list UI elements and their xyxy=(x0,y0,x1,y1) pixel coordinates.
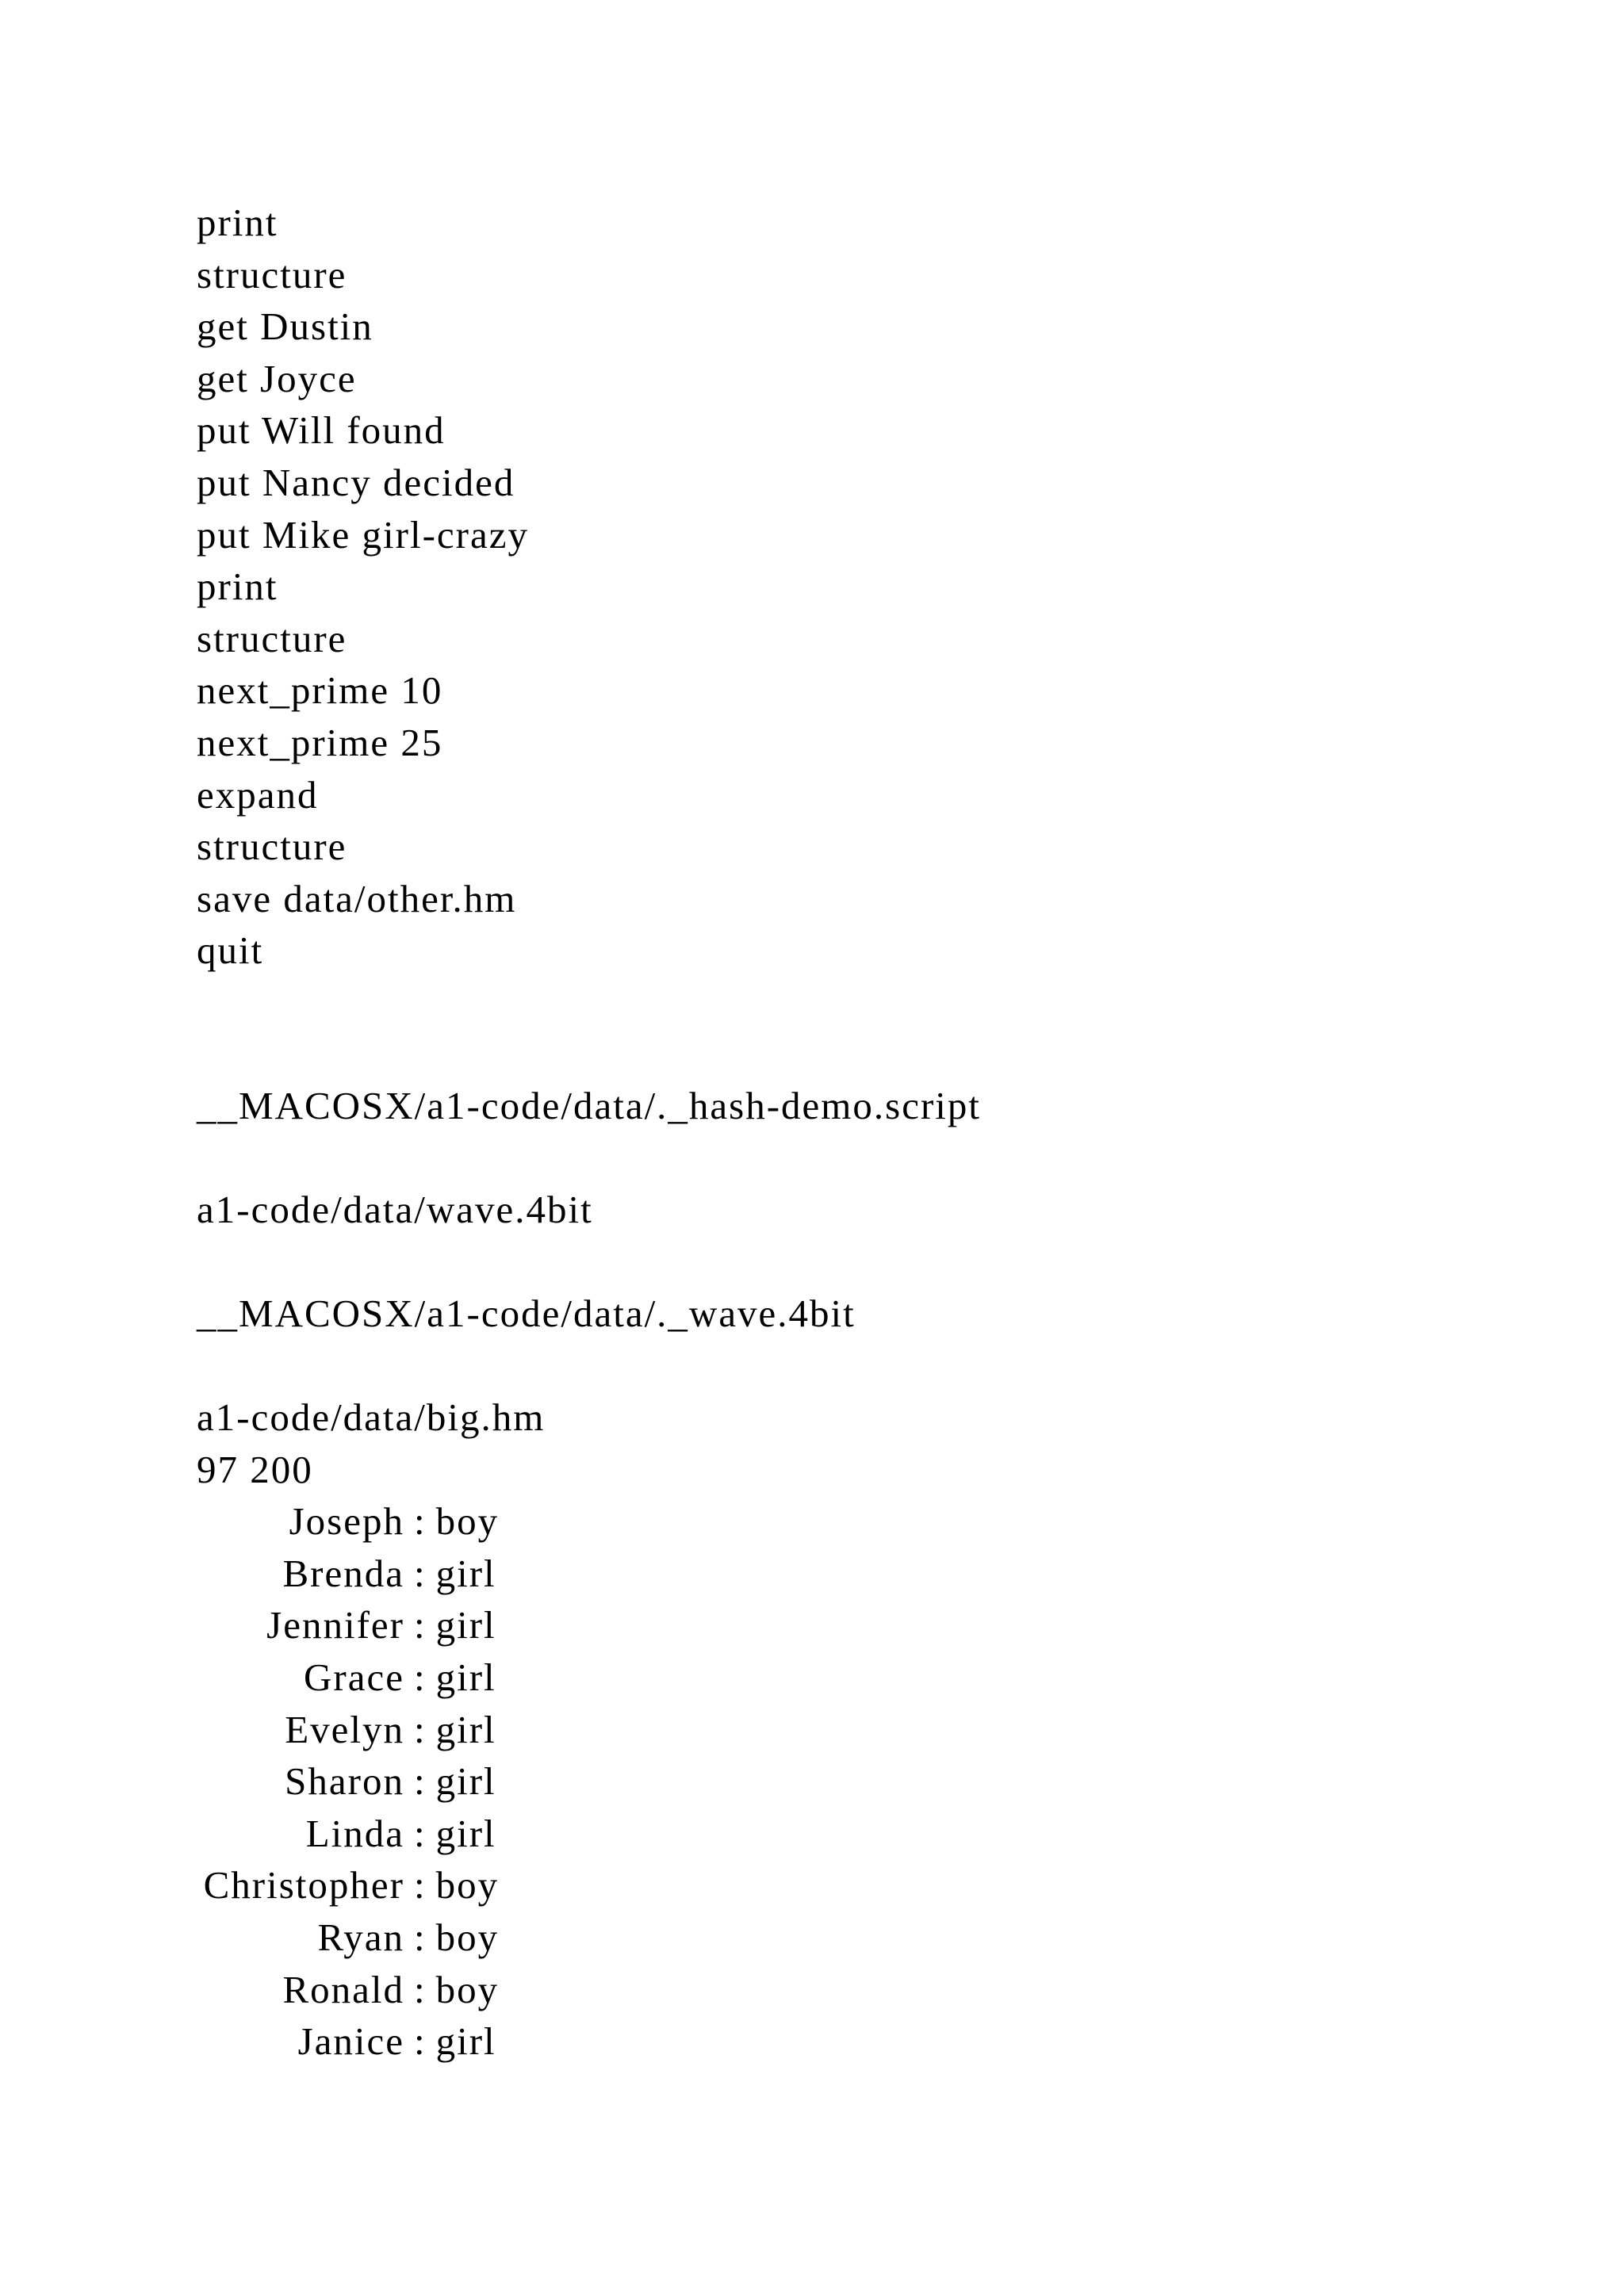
hash-demo-script-lines xyxy=(197,197,529,977)
file-path-hash-demo-macosx xyxy=(197,1080,981,1132)
hash-entry xyxy=(197,1548,545,1600)
entry-value: girl xyxy=(435,1759,496,1804)
file-path-label: __MACOSX/a1-code/data/._hash-demo.script xyxy=(197,1084,982,1127)
entry-name: Evelyn xyxy=(285,1707,404,1751)
entry-name: Ronald xyxy=(282,1967,404,2011)
file-path-wave-4bit xyxy=(197,1184,593,1236)
entry-value: boy xyxy=(435,1967,500,2011)
script-line: get Dustin xyxy=(197,304,373,349)
entry-separator: : xyxy=(414,1603,427,1647)
script-line: print xyxy=(197,201,278,244)
hash-entry xyxy=(197,1599,545,1651)
entry-name: Linda xyxy=(305,1811,404,1855)
entry-separator: : xyxy=(414,1967,427,2011)
script-line: next_prime 10 xyxy=(197,668,443,713)
entry-value: boy xyxy=(435,1499,500,1544)
hash-entry xyxy=(197,1495,545,1548)
entry-separator: : xyxy=(414,1863,427,1908)
script-line: quit xyxy=(197,928,264,973)
entry-name: Ryan xyxy=(317,1915,404,1959)
entry-value: girl xyxy=(435,1655,496,1699)
entry-name: Sharon xyxy=(285,1759,404,1804)
script-line: expand xyxy=(197,772,319,817)
hash-entry xyxy=(197,1859,545,1911)
entry-value: boy xyxy=(435,1915,500,1959)
entry-value: girl xyxy=(435,1811,496,1855)
script-line: print xyxy=(197,564,278,609)
file-path-wave-4bit-macosx xyxy=(197,1288,856,1340)
hash-entry xyxy=(197,1704,545,1756)
entry-separator: : xyxy=(414,1915,427,1959)
hash-entry xyxy=(197,1755,545,1808)
entry-separator: : xyxy=(414,1499,427,1544)
big-hm-file xyxy=(197,1391,545,2068)
script-line: structure xyxy=(197,825,347,869)
entry-separator: : xyxy=(414,1707,427,1751)
entry-name: Grace xyxy=(304,1655,404,1699)
entry-separator: : xyxy=(414,1811,427,1855)
hash-entry xyxy=(197,1964,545,2016)
entry-name: Christopher xyxy=(203,1863,404,1908)
script-line: put Mike girl-crazy xyxy=(197,512,529,557)
script-line: next_prime 25 xyxy=(197,720,443,764)
script-line: get Joyce xyxy=(197,356,357,400)
script-line: put Nancy decided xyxy=(197,460,515,504)
entry-separator: : xyxy=(414,2019,427,2064)
entry-separator: : xyxy=(414,1551,427,1595)
hash-entry xyxy=(197,1911,545,1964)
entry-separator: : xyxy=(414,1655,427,1699)
entry-value: girl xyxy=(435,2019,496,2064)
entry-name: Brenda xyxy=(282,1551,404,1595)
hash-entry xyxy=(197,2015,545,2068)
entry-value: girl xyxy=(435,1551,496,1595)
entry-name: Jennifer xyxy=(266,1603,404,1647)
entry-value: girl xyxy=(435,1603,496,1647)
entry-value: girl xyxy=(435,1707,496,1751)
script-line: structure xyxy=(197,616,347,660)
file-path-label: __MACOSX/a1-code/data/._wave.4bit xyxy=(197,1292,856,1335)
script-line: put Will found xyxy=(197,408,446,453)
file-path-label: a1-code/data/wave.4bit xyxy=(197,1188,593,1231)
entry-name: Janice xyxy=(297,2019,404,2064)
big-hm-header: 97 200 xyxy=(197,1447,313,1491)
entry-separator: : xyxy=(414,1759,427,1804)
entry-name: Joseph xyxy=(289,1499,404,1544)
hash-entry xyxy=(197,1808,545,1860)
script-line: structure xyxy=(197,252,347,297)
script-line: save data/other.hm xyxy=(197,876,517,920)
file-path-label: a1-code/data/big.hm xyxy=(197,1395,546,1439)
hash-entry xyxy=(197,1651,545,1704)
entry-value: boy xyxy=(435,1863,500,1908)
